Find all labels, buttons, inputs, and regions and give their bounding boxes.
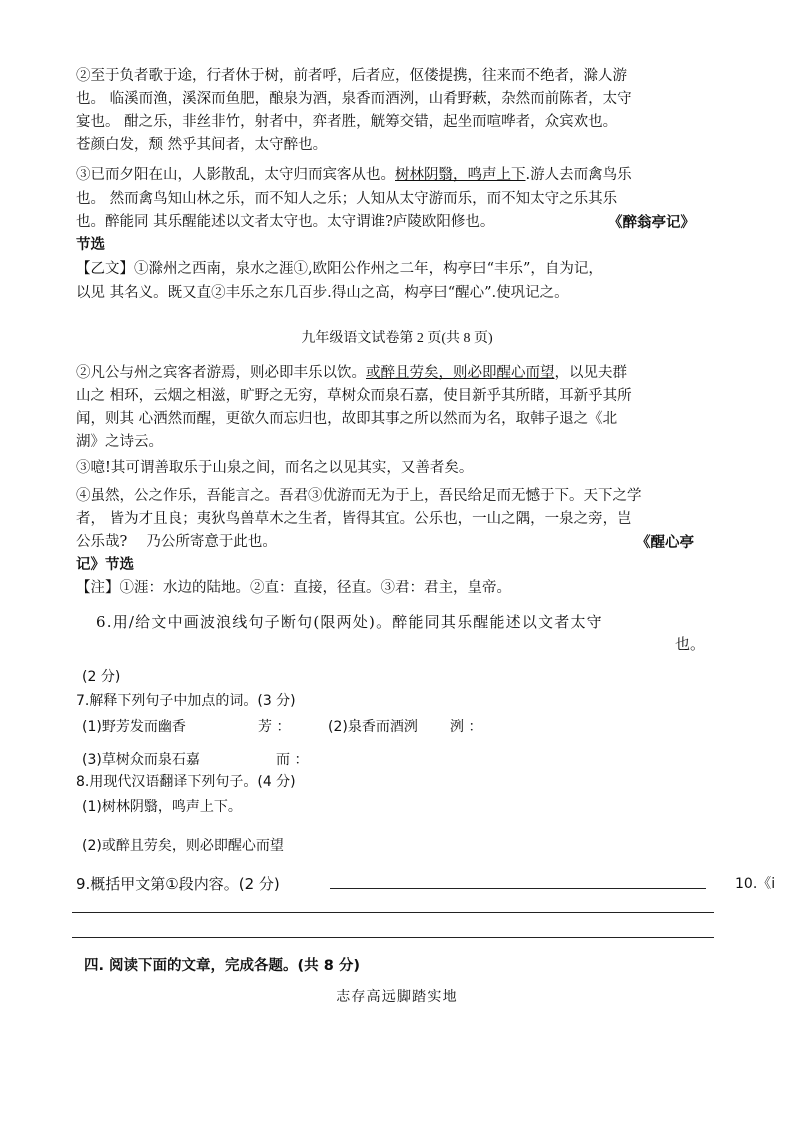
text-segment: ②凡公与州之宾客者游焉，则必即丰乐以饮。 <box>76 365 366 381</box>
question-7-item-1: (1)野芳发而幽香 <box>82 719 186 735</box>
article-title: 志存高远脚踏实地 <box>336 989 458 1005</box>
question-6-score: (2 分) <box>82 669 121 685</box>
question-7-word-2: 洌 ： <box>450 719 483 735</box>
source-title: 《醉翁亭记》 <box>608 214 695 231</box>
source-title: 《醒心亭 <box>636 534 694 551</box>
text-segment: ③已而夕阳在山，人影散乱，太守归而宾客从也。 <box>76 167 395 183</box>
text-segment: .游人去而禽鸟乐 <box>525 167 632 183</box>
section-title: 四. 阅读下面的文章，完成各题。(共 8 分) <box>84 958 360 974</box>
text-line: 节选 <box>76 236 105 253</box>
answer-line[interactable] <box>72 912 714 913</box>
question-7-item-3: (3)草树众而泉石嘉 <box>82 752 200 768</box>
answer-line[interactable] <box>72 937 714 938</box>
question-10-start: 10.《i <box>735 876 776 892</box>
question-9-title: 9.概括甲文第①段内容。(2 分) <box>76 875 280 893</box>
question-8-item-1: (1)树林阴翳，鸣声上下。 <box>82 799 242 815</box>
question-6: 6.用/给文中画波浪线句子断句(限两处)。醉能同其乐醒能述以文者太守 <box>96 613 603 631</box>
annotation-note: 【注】①涯：水边的陆地。②直：直接，径直。③君：君主，皇帝。 <box>76 580 511 596</box>
text-segment: ，以见夫群 <box>554 365 627 381</box>
text-line <box>76 363 627 383</box>
underlined-phrase: 或醉且劳矣，则必即醒心而望 <box>366 365 555 381</box>
text-line: ④虽然，公之作乐，吾能言之。吾君③优游而无为于上，吾民给足而无憾于下。天下之学 <box>76 488 642 504</box>
text-line: 者， 皆为才且良；夷狄鸟兽草木之生者，皆得其宜。公乐也，一山之隅，一泉之旁，岂 <box>76 511 632 527</box>
question-8-title: 8.用现代汉语翻译下列句子。(4 分) <box>76 774 296 790</box>
text-line: 闻，则其 心洒然而醒，更欲久而忘归也，故即其事之所以然而为名，取韩子退之《北 <box>76 411 618 427</box>
text-line: 以见 其名义。既又直②丰乐之东几百步.得山之高，构亭曰“醒心”.使巩记之。 <box>76 285 569 301</box>
text-line: 也。 然而禽鸟知山林之乐，而不知人之乐；人知从太守游而乐，而不知太守之乐其乐 <box>76 191 618 207</box>
text-line: 【乙文】①滁州之西南，泉水之涯①,欧阳公作州之二年，构亭曰“丰乐”，自为记， <box>76 261 603 277</box>
text-line: 宴也。 酣之乐，非丝非竹，射者中，弈者胜，觥筹交错，起坐而喧哗者，众宾欢也。 <box>76 114 618 130</box>
text-line: 也。醉能同 其乐醒能述以文者太守也。太守谓谁?庐陵欧阳修也。 <box>76 214 495 230</box>
question-8-item-2: (2)或醉且劳矣，则必即醒心而望 <box>82 838 284 854</box>
text-line: 记》节选 <box>76 556 134 573</box>
underlined-phrase: 树林阴翳，鸣声上下 <box>395 167 526 183</box>
text-line: 公乐哉? 乃公所寄意于此也。 <box>76 534 277 550</box>
question-7-title: 7.解释下列句子中加点的词。(3 分) <box>76 693 296 709</box>
text-line: ③噫!其可谓善取乐于山泉之间，而名之以见其实，又善者矣。 <box>76 460 474 476</box>
text-line: 苍颜白发，颓 然乎其间者，太守醉也。 <box>76 137 328 153</box>
question-7-word-1: 芳 ： <box>258 719 291 735</box>
question-7-word-3: 而 ： <box>276 752 309 768</box>
question-7-item-2: (2)泉香而酒洌 <box>328 719 418 735</box>
question-6-tail: 也。 <box>675 635 706 653</box>
text-line: 山之 相环，云烟之相滋，旷野之无穷，草树众而泉石嘉，使目新乎其所睹，耳新乎其所 <box>76 388 632 404</box>
text-line: 湖》之诗云。 <box>76 434 163 450</box>
page-footer: 九年级语文试卷第 2 页(共 8 页) <box>301 331 493 346</box>
text-line <box>76 165 632 185</box>
text-line: ②至于负者歌于途，行者休于树，前者呼，后者应，伛偻提携，往来而不绝者，滁人游 <box>76 68 627 84</box>
text-line: 也。 临溪而渔，溪深而鱼肥，酿泉为酒，泉香而酒洌，山肴野蔌，杂然而前陈者，太守 <box>76 91 632 107</box>
answer-line[interactable] <box>330 888 706 889</box>
